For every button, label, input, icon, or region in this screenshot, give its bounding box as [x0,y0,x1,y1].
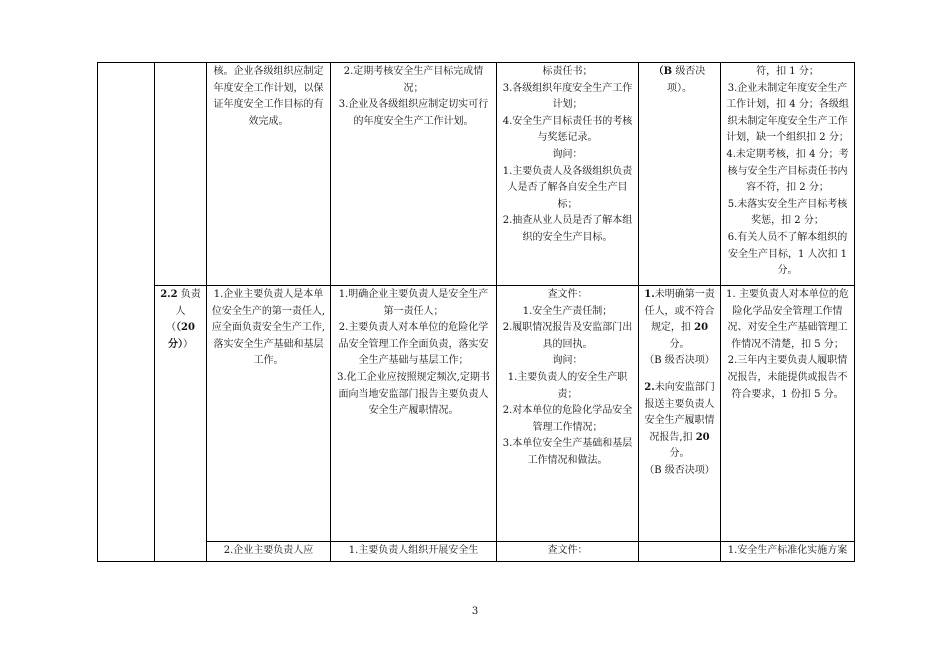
item-cell [155,63,207,286]
method-cell: 查文件： 1.安全生产责任制； 2.履职情况报告及安监部门出具的回执。 询问： 1.主要负责人的安全生产职责； 2.对本单位的危险化学品安全管理工作情况； 3.本单位安全生产基础和基层工作情况和做法。 [497,286,639,542]
standard-cell: 核。企业各级组织应制定年度安全工作计划，以保证年度安全工作目标的有效完成。 [207,63,331,286]
veto-cell: 1.未明确第一责任人，或不符合规定，扣 20 分。 （B 级否决项） 2.未向安监部门报送主要负责人安全生产履职情况报告,扣 20 分。 （B 级否决项） [639,286,721,542]
standard-cell: 1.企业主要负责人是本单位安全生产的第一责任人,应全面负责安全生产工作,落实安全生产基础和基层工作。 [207,286,331,542]
veto-cell [639,542,721,562]
deduction-cell: 符，扣 1 分； 3.企业未制定年度安全生产工作计划，扣 4 分；各级组织未制定年度安全生产工作计划，缺一个组织扣 2 分； 4.未定期考核，扣 4 分；考核与安全生产目标责任书内容不符，扣 2 分； 5.未落实安全生产目标考核奖惩，扣 2 分； 6.有关人员不了解本组织的安全生产目标，1 人次扣 1 分。 [721,63,855,286]
veto-cell: （B 级否决项）。 [639,63,721,286]
standards-table [97,62,855,562]
category-cell [98,63,155,562]
table-row [98,63,855,286]
evaluation-cell: 1.明确企业主要负责人是安全生产第一责任人； 2.主要负责人对本单位的危险化学品安全管理工作全面负责，落实安全生产基础与基层工作； 3.化工企业应按照规定频次,定期书面向当地安监部门报告主要负责人安全生产履职情况。 [331,286,497,542]
evaluation-cell: 2.定期考核安全生产目标完成情况； 3.企业及各级组织应制定切实可行的年度安全生产工作计划。 [331,63,497,286]
method-cell: 标责任书； 3.各级组织年度安全生产工作计划； 4.安全生产目标责任书的考核与奖惩记录。 询问： 1.主要负责人及各级组织负责人是否了解各自安全生产目标； 2.抽查从业人员是否了解本组织的安全生产目标。 [497,63,639,286]
standard-cell: 2.企业主要负责人应 [207,542,331,562]
evaluation-cell: 1.主要负责人组织开展安全生 [331,542,497,562]
method-cell: 查文件： [497,542,639,562]
deduction-cell: 1.安全生产标准化实施方案 [721,542,855,562]
deduction-cell: 1. 主要负责人对本单位的危险化学品安全管理工作情况、对安全生产基础管理工作情况不清楚，扣 5 分； 2.三年内主要负责人履职情况报告，未能提供或报告不符合要求，1 份扣 5 分。 [721,286,855,542]
item-cell: 2.2 负责人 （（20分）） [155,286,207,562]
page-number: 3 [471,606,479,617]
table-row [98,542,855,562]
table-row [98,286,855,542]
